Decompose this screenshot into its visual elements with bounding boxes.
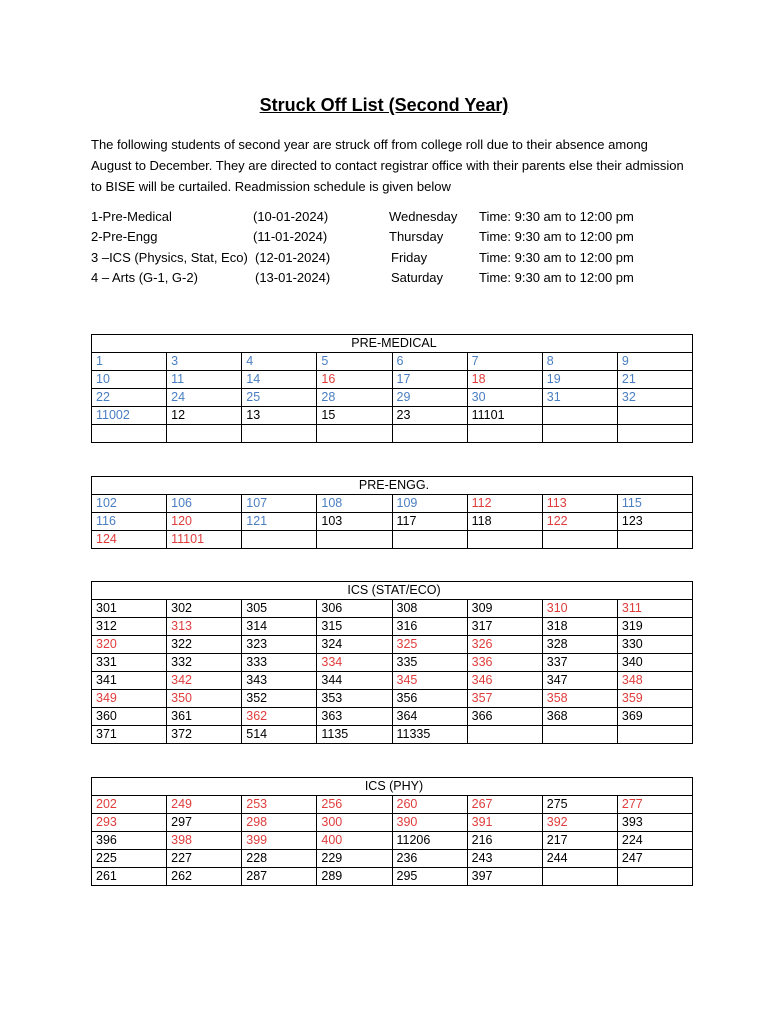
schedule-row-pre-medical (91, 207, 691, 227)
roll-number-cell: 117 (392, 513, 467, 531)
schedule-program: 1-Pre-Medical (91, 209, 172, 224)
empty-cell (317, 531, 392, 549)
roll-number-cell: 249 (167, 796, 242, 814)
empty-cell (542, 407, 617, 425)
table-row (92, 832, 693, 850)
roll-number-cell: 293 (92, 814, 167, 832)
table-row (92, 425, 693, 443)
roll-number-cell: 392 (542, 814, 617, 832)
table-heading: PRE-ENGG. (92, 477, 693, 495)
roll-number-cell: 357 (467, 690, 542, 708)
roll-number-cell: 326 (467, 636, 542, 654)
roll-number-cell: 29 (392, 389, 467, 407)
empty-cell (467, 425, 542, 443)
schedule-day: Friday (391, 249, 428, 265)
table-heading: ICS (STAT/ECO) (92, 582, 693, 600)
roll-number-cell: 372 (167, 726, 242, 744)
roll-number-cell: 11101 (467, 407, 542, 425)
roll-number-cell: 316 (392, 618, 467, 636)
table-row (92, 600, 693, 618)
roll-number-cell: 30 (467, 389, 542, 407)
roll-number-cell: 236 (392, 850, 467, 868)
roll-number-cell: 340 (617, 654, 692, 672)
table-row (92, 531, 693, 549)
roll-number-cell: 347 (542, 672, 617, 690)
empty-cell (542, 531, 617, 549)
roll-number-cell: 371 (92, 726, 167, 744)
roll-number-cell: 309 (467, 600, 542, 618)
empty-cell (167, 425, 242, 443)
roll-number-cell: 3 (167, 353, 242, 371)
roll-number-cell: 5 (317, 353, 392, 371)
roll-number-cell: 400 (317, 832, 392, 850)
roll-number-cell: 300 (317, 814, 392, 832)
roll-number-cell: 314 (242, 618, 317, 636)
pre-medical-table (91, 334, 693, 443)
roll-number-cell: 324 (317, 636, 392, 654)
empty-cell (617, 407, 692, 425)
roll-number-cell: 337 (542, 654, 617, 672)
roll-number-cell: 202 (92, 796, 167, 814)
table-heading: PRE-MEDICAL (92, 335, 693, 353)
roll-number-cell: 514 (242, 726, 317, 744)
roll-number-cell: 116 (92, 513, 167, 531)
table-row (92, 513, 693, 531)
roll-number-cell: 244 (542, 850, 617, 868)
empty-cell (392, 425, 467, 443)
roll-number-cell: 106 (167, 495, 242, 513)
table-row (92, 868, 693, 886)
roll-number-cell: 18 (467, 371, 542, 389)
table-heading: ICS (PHY) (92, 778, 693, 796)
roll-number-cell: 369 (617, 708, 692, 726)
schedule-day: Wednesday (389, 209, 458, 224)
schedule-program: 4 – Arts (G-1, G-2) (91, 269, 198, 285)
table-row (92, 850, 693, 868)
roll-number-cell: 297 (167, 814, 242, 832)
schedule-program: 2-Pre-Engg (91, 229, 158, 245)
schedule-row-ics (91, 248, 691, 268)
roll-number-cell: 32 (617, 389, 692, 407)
roll-number-cell: 260 (392, 796, 467, 814)
roll-number-cell: 12 (167, 407, 242, 425)
roll-number-cell: 121 (242, 513, 317, 531)
roll-number-cell: 109 (392, 495, 467, 513)
roll-number-cell: 227 (167, 850, 242, 868)
roll-number-cell: 9 (617, 353, 692, 371)
roll-number-cell: 22 (92, 389, 167, 407)
roll-number-cell: 262 (167, 868, 242, 886)
table-row (92, 353, 693, 371)
roll-number-cell: 31 (542, 389, 617, 407)
table-row (92, 636, 693, 654)
intro-paragraph: The following students of second year are struck off from college roll due to their absence among August to December. They are directed to contact registrar office with their parents else their admission to BISE will be curtailed. Readmission schedule is given below (91, 137, 684, 194)
roll-number-cell: 24 (167, 389, 242, 407)
roll-number-cell: 228 (242, 850, 317, 868)
roll-number-cell: 298 (242, 814, 317, 832)
roll-number-cell: 122 (542, 513, 617, 531)
empty-cell (242, 531, 317, 549)
empty-cell (392, 531, 467, 549)
roll-number-cell: 115 (617, 495, 692, 513)
roll-number-cell: 342 (167, 672, 242, 690)
table-heading-row (92, 778, 693, 796)
roll-number-cell: 312 (92, 618, 167, 636)
roll-number-cell: 311 (617, 600, 692, 618)
empty-cell (617, 425, 692, 443)
roll-number-cell: 328 (542, 636, 617, 654)
roll-number-cell: 397 (467, 868, 542, 886)
roll-number-cell: 4 (242, 353, 317, 371)
roll-number-cell: 332 (167, 654, 242, 672)
roll-number-cell: 363 (317, 708, 392, 726)
roll-number-cell: 113 (542, 495, 617, 513)
table-row (92, 672, 693, 690)
roll-number-cell: 308 (392, 600, 467, 618)
roll-number-cell: 216 (467, 832, 542, 850)
empty-cell (617, 531, 692, 549)
roll-number-cell: 102 (92, 495, 167, 513)
table-row (92, 618, 693, 636)
roll-number-cell: 320 (92, 636, 167, 654)
ics-phy-table (91, 777, 693, 886)
roll-number-cell: 124 (92, 531, 167, 549)
roll-number-cell: 368 (542, 708, 617, 726)
table-row (92, 495, 693, 513)
empty-cell (542, 868, 617, 886)
schedule-day: Thursday (389, 229, 444, 245)
empty-cell (542, 425, 617, 443)
roll-number-cell: 11 (167, 371, 242, 389)
roll-number-cell: 317 (467, 618, 542, 636)
roll-number-cell: 15 (317, 407, 392, 425)
roll-number-cell: 360 (92, 708, 167, 726)
roll-number-cell: 323 (242, 636, 317, 654)
empty-cell (467, 726, 542, 744)
roll-number-cell: 8 (542, 353, 617, 371)
schedule-time: Time: 9:30 am to 12:00 pm (479, 269, 634, 285)
roll-number-cell: 16 (317, 371, 392, 389)
roll-number-cell: 287 (242, 868, 317, 886)
roll-number-cell: 23 (392, 407, 467, 425)
roll-number-cell: 335 (392, 654, 467, 672)
roll-number-cell: 217 (542, 832, 617, 850)
roll-number-cell: 277 (617, 796, 692, 814)
roll-number-cell: 313 (167, 618, 242, 636)
roll-number-cell: 7 (467, 353, 542, 371)
roll-number-cell: 315 (317, 618, 392, 636)
roll-number-cell: 325 (392, 636, 467, 654)
roll-number-cell: 229 (317, 850, 392, 868)
roll-number-cell: 366 (467, 708, 542, 726)
table-heading-row (92, 335, 693, 353)
roll-number-cell: 305 (242, 600, 317, 618)
pre-engg-table (91, 476, 693, 549)
roll-number-cell: 107 (242, 495, 317, 513)
roll-number-cell: 21 (617, 371, 692, 389)
roll-number-cell: 275 (542, 796, 617, 814)
roll-number-cell: 318 (542, 618, 617, 636)
roll-number-cell: 330 (617, 636, 692, 654)
roll-number-cell: 341 (92, 672, 167, 690)
page-title: Struck Off List (Second Year) (259, 95, 509, 115)
roll-number-cell: 306 (317, 600, 392, 618)
roll-number-cell: 6 (392, 353, 467, 371)
roll-number-cell: 302 (167, 600, 242, 618)
roll-number-cell: 390 (392, 814, 467, 832)
roll-number-cell: 322 (167, 636, 242, 654)
roll-number-cell: 399 (242, 832, 317, 850)
empty-cell (242, 425, 317, 443)
roll-number-cell: 295 (392, 868, 467, 886)
roll-number-cell: 19 (542, 371, 617, 389)
roll-number-cell: 103 (317, 513, 392, 531)
roll-number-cell: 345 (392, 672, 467, 690)
roll-number-cell: 331 (92, 654, 167, 672)
roll-number-cell: 391 (467, 814, 542, 832)
roll-number-cell: 17 (392, 371, 467, 389)
roll-number-cell: 28 (317, 389, 392, 407)
roll-number-cell: 11335 (392, 726, 467, 744)
roll-number-cell: 289 (317, 868, 392, 886)
roll-number-cell: 343 (242, 672, 317, 690)
empty-cell (92, 425, 167, 443)
roll-number-cell: 364 (392, 708, 467, 726)
roll-number-cell: 243 (467, 850, 542, 868)
schedule-date: (10-01-2024) (253, 209, 329, 224)
roll-number-cell: 396 (92, 832, 167, 850)
schedule-time: Time: 9:30 am to 12:00 pm (479, 249, 634, 265)
roll-number-cell: 398 (167, 832, 242, 850)
roll-number-cell: 1 (92, 353, 167, 371)
table-row (92, 690, 693, 708)
roll-number-cell: 224 (617, 832, 692, 850)
roll-number-cell: 393 (617, 814, 692, 832)
roll-number-cell: 118 (467, 513, 542, 531)
table-row (92, 389, 693, 407)
schedule-date: (13-01-2024) (255, 269, 331, 285)
empty-cell (467, 531, 542, 549)
empty-cell (617, 868, 692, 886)
roll-number-cell: 267 (467, 796, 542, 814)
roll-number-cell: 123 (617, 513, 692, 531)
roll-number-cell: 346 (467, 672, 542, 690)
schedule-date: (12-01-2024) (255, 249, 331, 265)
roll-number-cell: 310 (542, 600, 617, 618)
roll-number-cell: 25 (242, 389, 317, 407)
roll-number-cell: 349 (92, 690, 167, 708)
table-row (92, 796, 693, 814)
roll-number-cell: 344 (317, 672, 392, 690)
schedule-date: (11-01-2024) (253, 229, 328, 245)
roll-number-cell: 348 (617, 672, 692, 690)
empty-cell (542, 726, 617, 744)
roll-number-cell: 336 (467, 654, 542, 672)
roll-number-cell: 247 (617, 850, 692, 868)
roll-number-cell: 353 (317, 690, 392, 708)
ics-stat-eco-table (91, 581, 693, 744)
table-row (92, 814, 693, 832)
roll-number-cell: 359 (617, 690, 692, 708)
empty-cell (317, 425, 392, 443)
roll-number-cell: 358 (542, 690, 617, 708)
roll-number-cell: 13 (242, 407, 317, 425)
schedule-row-pre-engg (91, 227, 691, 247)
roll-number-cell: 362 (242, 708, 317, 726)
table-heading-row (92, 477, 693, 495)
empty-cell (617, 726, 692, 744)
roll-number-cell: 10 (92, 371, 167, 389)
roll-number-cell: 120 (167, 513, 242, 531)
table-row (92, 726, 693, 744)
roll-number-cell: 108 (317, 495, 392, 513)
schedule-program: 3 –ICS (Physics, Stat, Eco) (91, 249, 248, 265)
roll-number-cell: 333 (242, 654, 317, 672)
schedule-row-arts (91, 268, 691, 288)
roll-number-cell: 356 (392, 690, 467, 708)
roll-number-cell: 225 (92, 850, 167, 868)
roll-number-cell: 261 (92, 868, 167, 886)
table-row (92, 654, 693, 672)
table-row (92, 371, 693, 389)
roll-number-cell: 319 (617, 618, 692, 636)
table-row (92, 708, 693, 726)
roll-number-cell: 352 (242, 690, 317, 708)
schedule-day: Saturday (391, 269, 444, 285)
readmission-schedule (91, 207, 691, 288)
roll-number-cell: 256 (317, 796, 392, 814)
roll-number-cell: 11002 (92, 407, 167, 425)
roll-number-cell: 334 (317, 654, 392, 672)
roll-number-cell: 14 (242, 371, 317, 389)
roll-number-cell: 301 (92, 600, 167, 618)
roll-number-cell: 112 (467, 495, 542, 513)
roll-number-cell: 11101 (167, 531, 242, 549)
roll-number-cell: 361 (167, 708, 242, 726)
roll-number-cell: 1135 (317, 726, 392, 744)
roll-number-cell: 253 (242, 796, 317, 814)
schedule-time: Time: 9:30 am to 12:00 pm (479, 229, 634, 245)
roll-number-cell: 350 (167, 690, 242, 708)
schedule-time: Time: 9:30 am to 12:00 pm (479, 209, 634, 224)
table-row (92, 407, 693, 425)
roll-number-cell: 11206 (392, 832, 467, 850)
table-heading-row (92, 582, 693, 600)
